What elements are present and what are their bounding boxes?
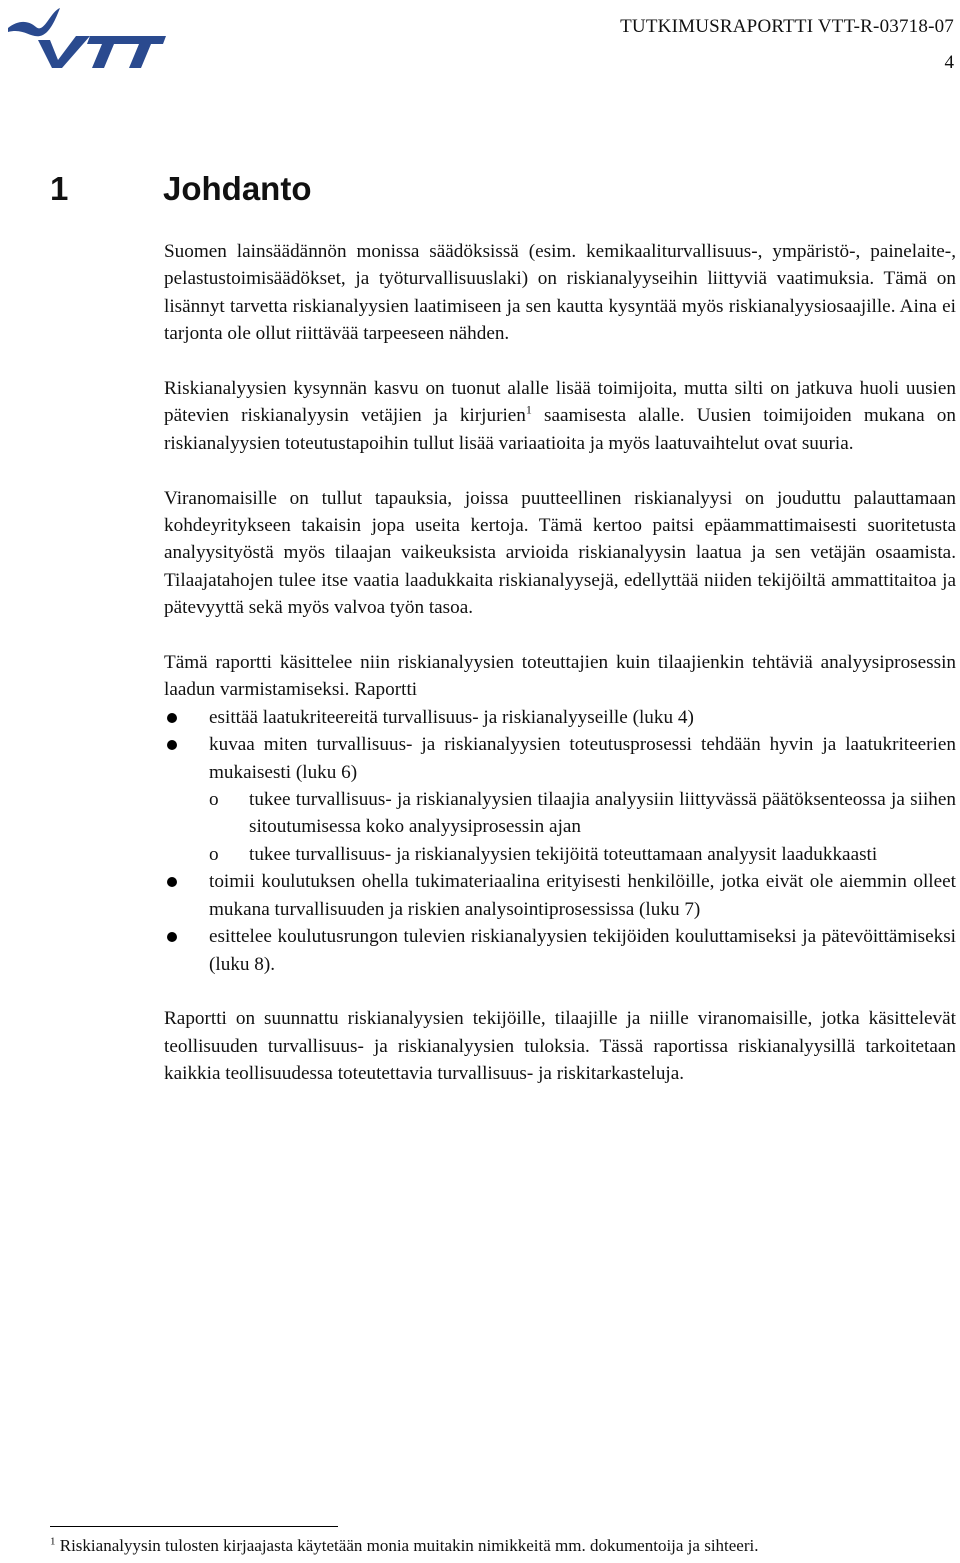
sub-bullet-marker: o bbox=[209, 843, 219, 865]
bullet-list bbox=[164, 704, 956, 978]
sub-bullet-marker: o bbox=[209, 789, 219, 811]
bullet-text: kuvaa miten turvallisuus- ja riskianalyysien toteutusprosessi tehdään hyvin ja laatukriteerien mukaisesti (luku 6) bbox=[209, 734, 956, 783]
bullet-item bbox=[164, 868, 956, 923]
paragraph-5: Raportti on suunnattu riskianalyysien tekijöille, tilaajille ja niille viranomaisille, jotka käsittelevät teollisuuden turvallisuus- ja riskianalyysien tuloksia. Tässä raportissa riskianalyysillä tarkoitetaan kaikkia teollisuudessa toteutettavia turvallisuus- ja riskitarkasteluja. bbox=[164, 1008, 956, 1085]
paragraph-2-text-b: saamisesta alalle. Uusien toimijoiden mukana on riskianalyysien toteutustapoihin tullut lisää variaatioita ja myös laatuvaihtelut ovat suuria. bbox=[164, 405, 956, 454]
bullet-text: toimii koulutuksen ohella tukimateriaalina erityisesti henkilöille, jotka eivät ole aiemmin olleet mukana turvallisuuden ja riskien analysointiprosessissa (luku 7) bbox=[209, 871, 956, 920]
paragraph-1: Suomen lainsäädännön monissa säädöksissä (esim. kemikaaliturvallisuus-, ympäristö-, painelaite-, pelastustoimisäädökset, ja työturvallisuuslaki) on riskianalyyseihin liittyviä vaatimuksia. Tämä on lisännyt tarvetta riskianalyysien laatimiseen ja sen kautta kysyntää myös riskianalyysiosaajille. Aina ei tarjonta ole ollut riittävää tarpeeseen nähden. bbox=[164, 241, 956, 345]
body-text bbox=[164, 238, 956, 1115]
footnote-number: 1 bbox=[50, 1535, 56, 1548]
paragraph-4-lead: Tämä raportti käsittelee niin riskianalyysien toteuttajien kuin tilaajienkin tehtäviä analyysiprosessin laadun varmistamiseksi. Raportti bbox=[164, 652, 956, 701]
sub-bullet-item bbox=[209, 841, 956, 868]
bullet-text: esittelee koulutusrungon tulevien riskianalyysien tekijöiden kouluttamiseksi ja pätevöittämiseksi (luku 8). bbox=[209, 926, 956, 975]
bullet-text: esittää laatukriteereitä turvallisuus- ja riskianalyyseille (luku 4) bbox=[209, 706, 694, 728]
paragraph-2 bbox=[164, 375, 956, 457]
bullet-item bbox=[164, 704, 956, 731]
paragraph-2-text-a: Riskianalyysien kysynnän kasvu on tuonut alalle lisää toimijoita, mutta silti on jatkuva huoli uusien pätevien riskianalyysin vetäjien ja kirjurien bbox=[164, 378, 956, 427]
chapter-title: Johdanto bbox=[163, 170, 312, 207]
sub-bullet-text: tukee turvallisuus- ja riskianalyysien tilaajia analyysiin liittyvässä päätöksenteossa ja siihen sitoutumisessa koko analyysiprosessin ajan bbox=[249, 789, 956, 838]
footnote bbox=[50, 1536, 759, 1556]
report-identifier: TUTKIMUSRAPORTTI VTT-R-03718-07 bbox=[620, 16, 954, 37]
footnote-reference: 1 bbox=[525, 403, 532, 418]
sub-bullet-list bbox=[209, 786, 956, 868]
bullet-item bbox=[164, 731, 956, 868]
bullet-item bbox=[164, 923, 956, 978]
chapter-number: 1 bbox=[50, 170, 69, 207]
vtt-logo bbox=[6, 6, 166, 68]
sub-bullet-text: tukee turvallisuus- ja riskianalyysien tekijöitä toteuttamaan analyysit laadukkaasti bbox=[249, 843, 878, 865]
chapter-heading bbox=[50, 170, 311, 208]
footnote-divider bbox=[50, 1526, 338, 1527]
paragraph-3: Viranomaisille on tullut tapauksia, joissa puutteellinen riskianalyysi on jouduttu palauttamaan kohdeyritykseen takaisin jopa useita kertoja. Tämä kertoo paitsi epäammattimaisesti suoritetusta analyysityöstä myös tilaajan vaikeuksista arvioida riskianalyysin laatua ja sen vetäjän osaamista. Tilaajatahojen tulee itse vaatia laadukkaita riskianalyysejä, edellyttää niiden tekijöiltä ammattitaitoa ja pätevyyttä sekä myös valvoa työn tasoa. bbox=[164, 487, 956, 619]
page-number: 4 bbox=[944, 52, 954, 73]
footnote-text: Riskianalyysin tulosten kirjaajasta käytetään monia muitakin nimikkeitä mm. dokumentoija ja sihteeri. bbox=[55, 1536, 759, 1555]
sub-bullet-item bbox=[209, 786, 956, 841]
